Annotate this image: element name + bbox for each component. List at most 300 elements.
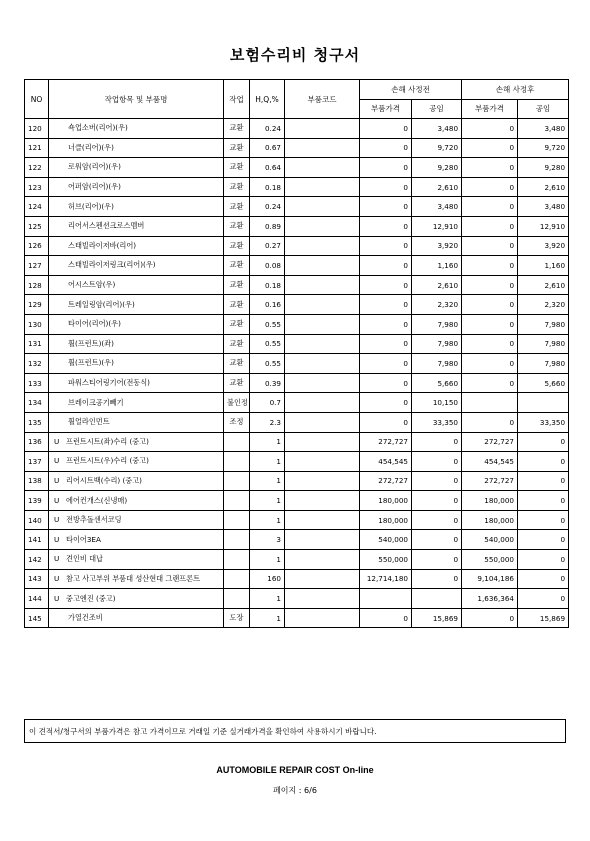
row-no: 127 xyxy=(25,256,49,276)
row-item-label: 휠(프런트)(우) xyxy=(68,358,114,368)
row-after-part-price: 0 xyxy=(462,236,518,256)
table-row xyxy=(25,177,569,197)
row-item-label: 스태빌라이저링크(리어)(우) xyxy=(68,260,156,270)
row-part-code xyxy=(285,158,360,178)
row-item-name xyxy=(49,119,224,139)
row-before-part-price: 0 xyxy=(360,393,412,413)
row-hq: 0.64 xyxy=(250,158,285,178)
row-part-code xyxy=(285,412,360,432)
row-after-part-price: 0 xyxy=(462,373,518,393)
row-before-labor: 0 xyxy=(412,432,462,452)
row-item-name xyxy=(49,412,224,432)
row-before-labor: 5,660 xyxy=(412,373,462,393)
row-part-code xyxy=(285,530,360,550)
row-after-labor: 1,160 xyxy=(518,256,569,276)
row-work-type xyxy=(224,550,250,570)
row-after-labor: 7,980 xyxy=(518,354,569,374)
row-before-labor: 0 xyxy=(412,569,462,589)
row-item-label: 에어컨개스(신냉매) xyxy=(66,495,128,505)
row-after-part-price: 0 xyxy=(462,138,518,158)
row-after-part-price: 0 xyxy=(462,412,518,432)
row-item-label: 리어시트백(수리) (중고) xyxy=(66,475,142,485)
row-before-labor: 0 xyxy=(412,510,462,530)
row-work-type xyxy=(224,432,250,452)
row-hq: 1 xyxy=(250,491,285,511)
row-hq: 1 xyxy=(250,510,285,530)
row-no: 129 xyxy=(25,295,49,315)
row-work-type xyxy=(224,530,250,550)
row-item-label: 쇽업소버(리어)(우) xyxy=(68,123,128,133)
row-item-name xyxy=(49,354,224,374)
header-after-labor: 공임 xyxy=(518,99,569,119)
row-no: 122 xyxy=(25,158,49,178)
table-row xyxy=(25,119,569,139)
price-notice: 이 견적서/청구서의 부품가격은 참고 가격이므로 거래일 기준 실거래가격을 확인하여 사용하시기 바랍니다. xyxy=(24,719,566,743)
row-hq: 3 xyxy=(250,530,285,550)
row-after-labor: 3,480 xyxy=(518,119,569,139)
row-u-flag: U xyxy=(54,475,60,485)
row-before-part-price: 180,000 xyxy=(360,491,412,511)
row-no: 130 xyxy=(25,314,49,334)
header-work: 작업 xyxy=(224,80,250,119)
table-row xyxy=(25,334,569,354)
row-item-label: 전방추돌센서코딩 xyxy=(66,515,122,525)
row-work-type: 교환 xyxy=(224,314,250,334)
row-item-label: 파워스티어링기어(전동식) xyxy=(68,378,150,388)
row-no: 139 xyxy=(25,491,49,511)
row-item-label: 중고엔진 (중고) xyxy=(66,593,116,603)
row-hq: 0.55 xyxy=(250,354,285,374)
row-after-part-price: 180,000 xyxy=(462,491,518,511)
row-work-type: 교환 xyxy=(224,256,250,276)
row-item-name xyxy=(49,471,224,491)
row-item-label: 참고 사고부위 부품대 성산현대 그랜프론트 xyxy=(66,573,201,583)
row-after-labor: 15,869 xyxy=(518,608,569,628)
row-after-labor xyxy=(518,393,569,413)
row-part-code xyxy=(285,138,360,158)
row-hq: 0.27 xyxy=(250,236,285,256)
row-before-part-price: 0 xyxy=(360,412,412,432)
row-before-labor: 7,980 xyxy=(412,354,462,374)
row-item-name xyxy=(49,334,224,354)
row-before-part-price: 0 xyxy=(360,334,412,354)
row-no: 140 xyxy=(25,510,49,530)
row-part-code xyxy=(285,295,360,315)
row-hq: 1 xyxy=(250,471,285,491)
row-item-name xyxy=(49,510,224,530)
row-before-part-price: 0 xyxy=(360,295,412,315)
table-row xyxy=(25,275,569,295)
table-row xyxy=(25,550,569,570)
row-u-flag: U xyxy=(54,495,60,505)
row-before-labor: 0 xyxy=(412,530,462,550)
row-before-part-price: 0 xyxy=(360,354,412,374)
row-hq: 0.08 xyxy=(250,256,285,276)
row-before-part-price: 0 xyxy=(360,158,412,178)
row-before-labor: 3,920 xyxy=(412,236,462,256)
row-item-label: 로워암(리어)(우) xyxy=(68,162,121,172)
row-item-name xyxy=(49,314,224,334)
table-row xyxy=(25,295,569,315)
row-before-part-price: 0 xyxy=(360,275,412,295)
header-hq: H,Q,% xyxy=(250,80,285,119)
row-no: 124 xyxy=(25,197,49,217)
row-work-type: 조정 xyxy=(224,412,250,432)
row-after-part-price: 540,000 xyxy=(462,530,518,550)
row-item-name xyxy=(49,589,224,609)
table-row xyxy=(25,197,569,217)
row-before-part-price: 0 xyxy=(360,119,412,139)
row-item-name xyxy=(49,452,224,472)
row-after-labor: 5,660 xyxy=(518,373,569,393)
row-no: 132 xyxy=(25,354,49,374)
row-item-label: 어퍼암(리어)(우) xyxy=(68,182,121,192)
row-after-part-price: 0 xyxy=(462,314,518,334)
row-hq: 2.3 xyxy=(250,412,285,432)
row-u-flag: U xyxy=(54,436,60,446)
row-part-code xyxy=(285,119,360,139)
row-after-labor: 0 xyxy=(518,510,569,530)
row-after-labor: 0 xyxy=(518,452,569,472)
row-part-code xyxy=(285,275,360,295)
row-before-labor: 9,280 xyxy=(412,158,462,178)
row-before-part-price: 0 xyxy=(360,138,412,158)
table-row xyxy=(25,393,569,413)
table-row xyxy=(25,373,569,393)
footer-title: AUTOMOBILE REPAIR COST On-line xyxy=(216,765,374,775)
row-no: 135 xyxy=(25,412,49,432)
row-hq: 1 xyxy=(250,452,285,472)
row-after-labor: 0 xyxy=(518,589,569,609)
row-work-type: 교환 xyxy=(224,373,250,393)
table-row xyxy=(25,216,569,236)
row-before-labor xyxy=(412,589,462,609)
row-after-part-price: 9,104,186 xyxy=(462,569,518,589)
row-after-part-price: 0 xyxy=(462,256,518,276)
row-before-labor: 9,720 xyxy=(412,138,462,158)
row-work-type: 교환 xyxy=(224,158,250,178)
row-before-part-price: 0 xyxy=(360,314,412,334)
row-after-labor: 0 xyxy=(518,550,569,570)
row-after-part-price xyxy=(462,393,518,413)
row-before-labor: 7,980 xyxy=(412,314,462,334)
row-no: 128 xyxy=(25,275,49,295)
header-after-part-price: 부품가격 xyxy=(462,99,518,119)
row-item-name xyxy=(49,138,224,158)
row-before-labor: 15,869 xyxy=(412,608,462,628)
row-before-part-price xyxy=(360,589,412,609)
row-before-part-price: 540,000 xyxy=(360,530,412,550)
row-part-code xyxy=(285,589,360,609)
row-after-labor: 2,320 xyxy=(518,295,569,315)
row-work-type: 교환 xyxy=(224,354,250,374)
row-after-labor: 12,910 xyxy=(518,216,569,236)
row-hq: 0.89 xyxy=(250,216,285,236)
row-hq: 0.24 xyxy=(250,197,285,217)
row-after-part-price: 0 xyxy=(462,177,518,197)
row-hq: 0.7 xyxy=(250,393,285,413)
row-hq: 0.67 xyxy=(250,138,285,158)
repair-cost-table xyxy=(24,79,569,628)
table-row xyxy=(25,412,569,432)
row-after-part-price: 0 xyxy=(462,197,518,217)
row-before-part-price: 0 xyxy=(360,177,412,197)
row-work-type: 교환 xyxy=(224,334,250,354)
row-item-name xyxy=(49,432,224,452)
row-after-part-price: 0 xyxy=(462,608,518,628)
row-before-labor: 7,980 xyxy=(412,334,462,354)
row-no: 131 xyxy=(25,334,49,354)
row-work-type: 도장 xyxy=(224,608,250,628)
table-row xyxy=(25,432,569,452)
row-item-name xyxy=(49,373,224,393)
row-after-labor: 0 xyxy=(518,491,569,511)
row-hq: 0.39 xyxy=(250,373,285,393)
row-work-type: 교환 xyxy=(224,119,250,139)
header-no: NO xyxy=(25,80,49,119)
row-before-labor: 33,350 xyxy=(412,412,462,432)
row-after-part-price: 550,000 xyxy=(462,550,518,570)
row-u-flag: U xyxy=(54,456,60,466)
row-no: 126 xyxy=(25,236,49,256)
row-before-labor: 3,480 xyxy=(412,119,462,139)
header-before-labor: 공임 xyxy=(412,99,462,119)
row-item-label: 트레일링암(리어)(우) xyxy=(68,299,135,309)
row-before-labor: 0 xyxy=(412,452,462,472)
row-part-code xyxy=(285,256,360,276)
row-item-name xyxy=(49,197,224,217)
row-item-label: 가열건조비 xyxy=(68,613,103,623)
row-item-label: 어시스트암(우) xyxy=(68,280,116,290)
row-part-code xyxy=(285,197,360,217)
row-hq: 1 xyxy=(250,589,285,609)
row-before-labor: 0 xyxy=(412,550,462,570)
table-row xyxy=(25,354,569,374)
row-no: 142 xyxy=(25,550,49,570)
row-before-labor: 3,480 xyxy=(412,197,462,217)
row-no: 143 xyxy=(25,569,49,589)
row-before-part-price: 454,545 xyxy=(360,452,412,472)
row-before-part-price: 0 xyxy=(360,373,412,393)
row-part-code xyxy=(285,314,360,334)
row-after-labor: 0 xyxy=(518,471,569,491)
document-title: 보험수리비 청구서 xyxy=(229,46,361,64)
row-no: 144 xyxy=(25,589,49,609)
row-hq: 0.18 xyxy=(250,275,285,295)
table-row xyxy=(25,236,569,256)
row-part-code xyxy=(285,452,360,472)
row-hq: 0.55 xyxy=(250,314,285,334)
row-after-labor: 0 xyxy=(518,530,569,550)
row-before-part-price: 0 xyxy=(360,197,412,217)
row-item-name xyxy=(49,275,224,295)
row-after-labor: 9,280 xyxy=(518,158,569,178)
row-item-label: 프런트시트(좌)수리 (중고) xyxy=(66,436,149,446)
row-item-label: 휠얼라인먼트 xyxy=(68,417,110,427)
header-before-part-price: 부품가격 xyxy=(360,99,412,119)
row-work-type xyxy=(224,491,250,511)
row-no: 133 xyxy=(25,373,49,393)
row-before-labor: 10,150 xyxy=(412,393,462,413)
row-after-part-price: 0 xyxy=(462,158,518,178)
row-after-part-price: 0 xyxy=(462,334,518,354)
row-before-part-price: 0 xyxy=(360,256,412,276)
row-after-labor: 33,350 xyxy=(518,412,569,432)
row-hq: 1 xyxy=(250,432,285,452)
row-after-part-price: 1,636,364 xyxy=(462,589,518,609)
table-row xyxy=(25,471,569,491)
row-item-name xyxy=(49,177,224,197)
table-row xyxy=(25,569,569,589)
row-after-part-price: 180,000 xyxy=(462,510,518,530)
header-before-adjustment: 손해 사정전 xyxy=(360,80,462,100)
row-before-part-price: 550,000 xyxy=(360,550,412,570)
row-hq: 0.55 xyxy=(250,334,285,354)
table-row xyxy=(25,510,569,530)
row-part-code xyxy=(285,510,360,530)
page-number: 페이지 : 6/6 xyxy=(273,786,317,795)
row-part-code xyxy=(285,569,360,589)
row-no: 120 xyxy=(25,119,49,139)
row-part-code xyxy=(285,216,360,236)
row-after-labor: 7,980 xyxy=(518,334,569,354)
header-part-code: 부품코드 xyxy=(285,80,360,119)
row-item-label: 휠(프런트)(좌) xyxy=(68,338,114,348)
row-hq: 1 xyxy=(250,608,285,628)
row-no: 138 xyxy=(25,471,49,491)
row-hq: 0.16 xyxy=(250,295,285,315)
row-before-part-price: 0 xyxy=(360,608,412,628)
table-row xyxy=(25,158,569,178)
row-part-code xyxy=(285,334,360,354)
table-row xyxy=(25,256,569,276)
row-part-code xyxy=(285,354,360,374)
row-work-type: 교환 xyxy=(224,295,250,315)
row-after-part-price: 454,545 xyxy=(462,452,518,472)
row-work-type: 교환 xyxy=(224,177,250,197)
row-before-labor: 12,910 xyxy=(412,216,462,236)
row-work-type xyxy=(224,510,250,530)
row-after-labor: 9,720 xyxy=(518,138,569,158)
row-no: 145 xyxy=(25,608,49,628)
row-hq: 160 xyxy=(250,569,285,589)
row-part-code xyxy=(285,393,360,413)
table-row xyxy=(25,491,569,511)
table-row xyxy=(25,138,569,158)
row-no: 141 xyxy=(25,530,49,550)
row-item-name xyxy=(49,530,224,550)
row-item-label: 너클(리어)(우) xyxy=(68,142,114,152)
row-after-part-price: 0 xyxy=(462,216,518,236)
row-item-label: 브레이크공기빼기 xyxy=(68,397,124,407)
row-before-labor: 1,160 xyxy=(412,256,462,276)
row-item-name xyxy=(49,256,224,276)
row-work-type: 교환 xyxy=(224,236,250,256)
row-work-type xyxy=(224,589,250,609)
row-before-part-price: 12,714,180 xyxy=(360,569,412,589)
row-hq: 0.18 xyxy=(250,177,285,197)
row-before-labor: 2,320 xyxy=(412,295,462,315)
row-after-labor: 2,610 xyxy=(518,177,569,197)
row-item-label: 견인비 대납 xyxy=(66,554,104,564)
row-before-part-price: 180,000 xyxy=(360,510,412,530)
row-work-type: 교환 xyxy=(224,138,250,158)
row-before-part-price: 0 xyxy=(360,236,412,256)
row-after-labor: 7,980 xyxy=(518,314,569,334)
row-u-flag: U xyxy=(54,515,60,525)
table-row xyxy=(25,530,569,550)
row-item-name xyxy=(49,216,224,236)
row-after-part-price: 272,727 xyxy=(462,432,518,452)
row-after-part-price: 0 xyxy=(462,354,518,374)
row-after-labor: 2,610 xyxy=(518,275,569,295)
row-no: 121 xyxy=(25,138,49,158)
row-part-code xyxy=(285,432,360,452)
row-before-part-price: 272,727 xyxy=(360,432,412,452)
row-work-type xyxy=(224,452,250,472)
row-item-name xyxy=(49,569,224,589)
table-row xyxy=(25,589,569,609)
row-u-flag: U xyxy=(54,573,60,583)
row-work-type: 불인정 xyxy=(224,393,250,413)
row-item-name xyxy=(49,295,224,315)
row-after-part-price: 0 xyxy=(462,119,518,139)
row-part-code xyxy=(285,608,360,628)
table-row xyxy=(25,314,569,334)
row-item-name xyxy=(49,393,224,413)
header-item: 작업항목 및 부품명 xyxy=(49,80,224,119)
row-no: 123 xyxy=(25,177,49,197)
row-after-part-price: 272,727 xyxy=(462,471,518,491)
table-row xyxy=(25,608,569,628)
row-item-label: 프런트시트(우)수리 (중고) xyxy=(66,456,149,466)
row-item-name xyxy=(49,236,224,256)
row-item-label: 타이어(리어)(우) xyxy=(68,319,121,329)
row-work-type: 교환 xyxy=(224,275,250,295)
row-item-label: 허브(리어)(우) xyxy=(68,201,114,211)
row-work-type xyxy=(224,471,250,491)
row-item-name xyxy=(49,550,224,570)
row-no: 125 xyxy=(25,216,49,236)
row-work-type: 교환 xyxy=(224,197,250,217)
row-after-part-price: 0 xyxy=(462,275,518,295)
row-work-type xyxy=(224,569,250,589)
row-item-label: 타이어3EA xyxy=(66,534,101,544)
row-after-labor: 0 xyxy=(518,432,569,452)
row-part-code xyxy=(285,550,360,570)
header-after-adjustment: 손해 사정후 xyxy=(462,80,569,100)
row-before-labor: 0 xyxy=(412,471,462,491)
row-before-labor: 2,610 xyxy=(412,275,462,295)
row-u-flag: U xyxy=(54,554,60,564)
row-after-labor: 3,480 xyxy=(518,197,569,217)
row-item-label: 스태빌라이저바(리어) xyxy=(68,240,137,250)
row-item-name xyxy=(49,608,224,628)
row-no: 136 xyxy=(25,432,49,452)
row-part-code xyxy=(285,373,360,393)
row-part-code xyxy=(285,236,360,256)
row-no: 134 xyxy=(25,393,49,413)
row-hq: 0.24 xyxy=(250,119,285,139)
row-work-type: 교환 xyxy=(224,216,250,236)
row-after-labor: 3,920 xyxy=(518,236,569,256)
row-before-labor: 2,610 xyxy=(412,177,462,197)
row-item-name xyxy=(49,491,224,511)
row-before-part-price: 272,727 xyxy=(360,471,412,491)
row-item-name xyxy=(49,158,224,178)
row-u-flag: U xyxy=(54,534,60,544)
row-before-labor: 0 xyxy=(412,491,462,511)
